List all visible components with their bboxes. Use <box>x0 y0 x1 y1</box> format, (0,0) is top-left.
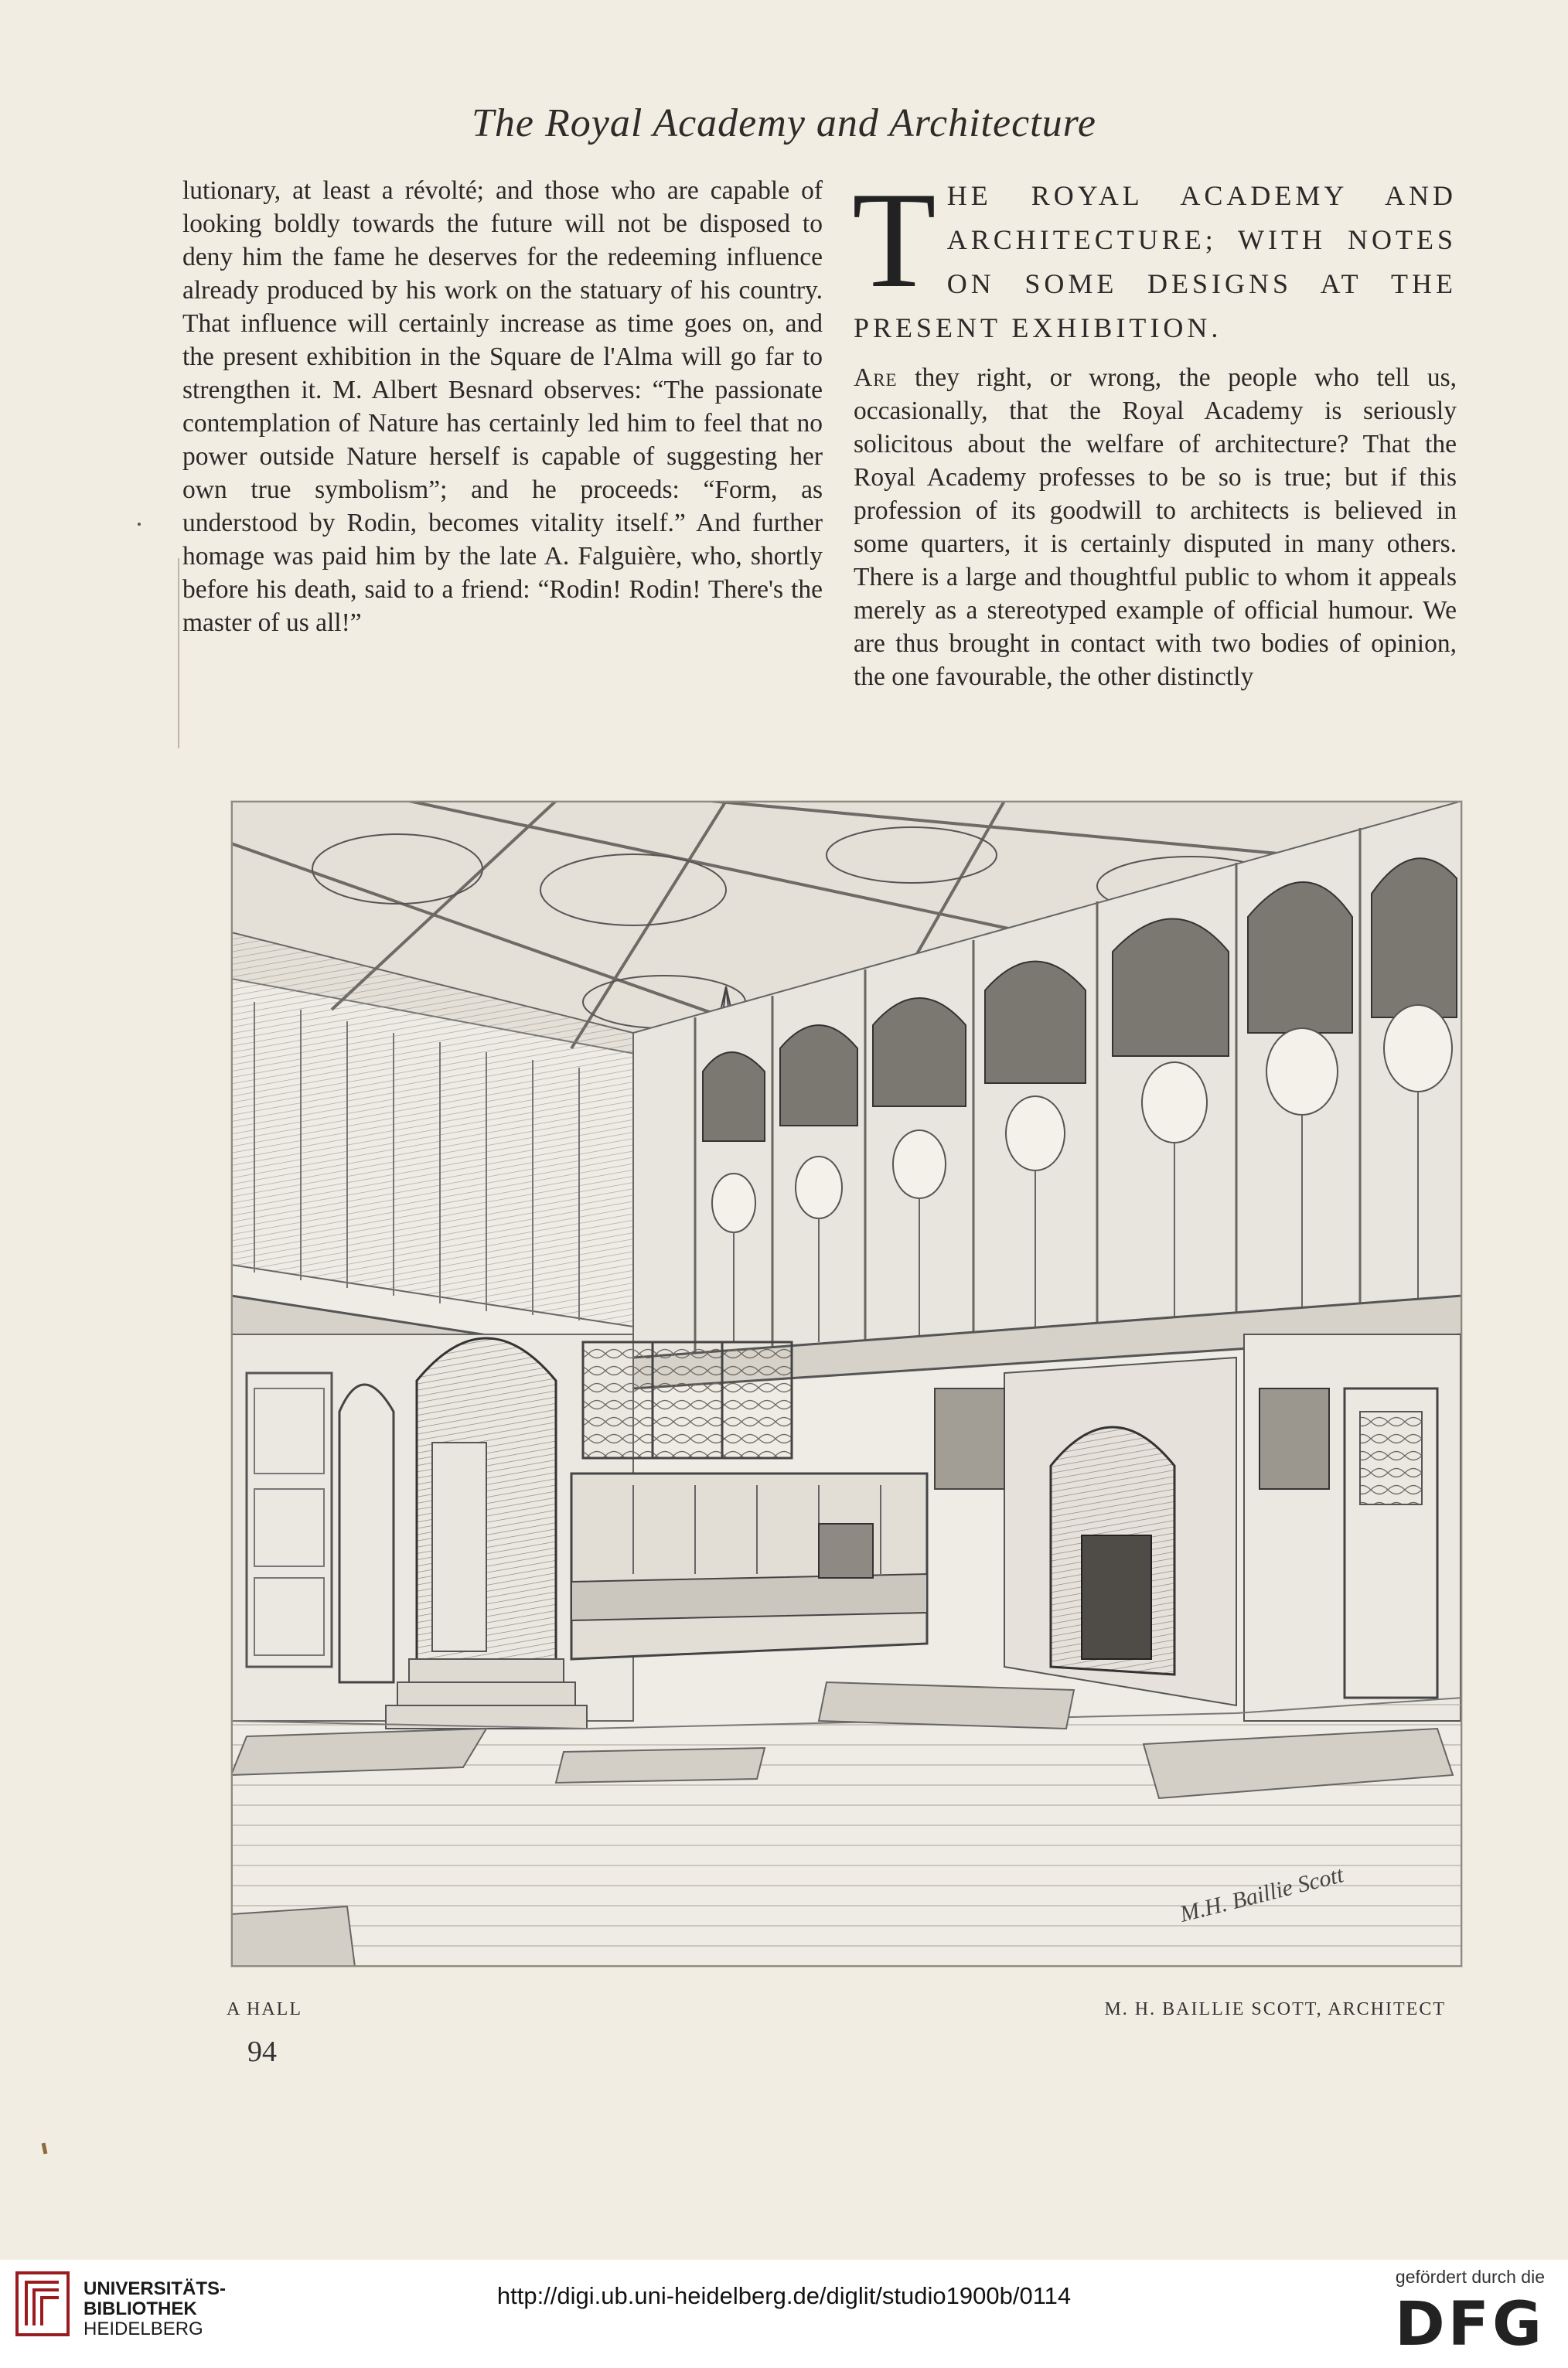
digitization-footer <box>0 2260 1568 2368</box>
library-name-line3: HEIDELBERG <box>84 2319 203 2339</box>
funded-by-label: gefördert durch die <box>1395 2267 1545 2287</box>
dfg-logo: DFG <box>1394 2290 1545 2359</box>
caption-credit: M. H. BAILLIE SCOTT, ARCHITECT <box>1104 1999 1446 2019</box>
article-title: HE ROYAL ACADEMY AND ARCHITECTURE; WITH NOTES ON SOME DESIGNS AT THE PRESENT EXHIBITION. <box>854 180 1457 343</box>
right-paragraph <box>854 361 1457 693</box>
drop-cap: T <box>852 163 936 316</box>
source-url[interactable]: http://digi.ub.uni-heidelberg.de/diglit/studio1900b/0114 <box>496 2282 1072 2309</box>
left-column <box>182 174 823 639</box>
library-name-line1: UNIVERSITÄTS- <box>84 2278 227 2299</box>
artist-signature: M.H. Baillie Scott <box>1177 1862 1346 1927</box>
right-column <box>852 163 1457 693</box>
left-paragraph: lutionary, at least a révolté; and those who are capable of looking boldly towards the future will not be disposed to deny him the fame he deserves for the redeeming influence already produced by his work on the statuary of his country. That influence will certainly increase as time goes on, and the present exhibition in the Square de l'Alma will go far to strengthen it. M. Albert Besnard observes: “The passionate contemplation of Nature has certainly led him to feel that no power outside Nature herself is capable of suggesting her own true symbolism”; and he proceeds: “Form, as understood by Rodin, becomes vitality itself.” And further homage was paid him by the late A. Falguière, who, shortly before his death, said to a friend: “Rodin! Rodin! There's the master of us all!” <box>182 176 823 637</box>
hall-illustration <box>230 800 1463 1968</box>
margin-rule <box>178 558 179 748</box>
hall-drawing <box>231 801 1462 1967</box>
caption-title: A HALL <box>227 1999 302 2019</box>
margin-tick <box>42 2143 48 2155</box>
running-head: The Royal Academy and Architecture <box>471 101 1096 145</box>
right-paragraph-text: they right, or wrong, the people who tell us, occasionally, that the Royal Academy is seriously solicitous about the welfare of architecture? That the Royal Academy professes to be so is true; but if this profession of its goodwill to architects is believed in some quarters, it is certainly disputed in many others. There is a large and thoughtful public to whom it appeals merely as a stereotyped example of official humour. We are thus brought in contact with two bodies of opinion, the one favourable, the other distinctly <box>854 363 1457 691</box>
page-number: 94 <box>247 2036 277 2068</box>
library-name-line2: BIBLIOTHEK <box>84 2298 197 2319</box>
lead-word: Are <box>854 363 898 392</box>
article-heading <box>852 163 1457 350</box>
margin-mark <box>138 523 141 526</box>
